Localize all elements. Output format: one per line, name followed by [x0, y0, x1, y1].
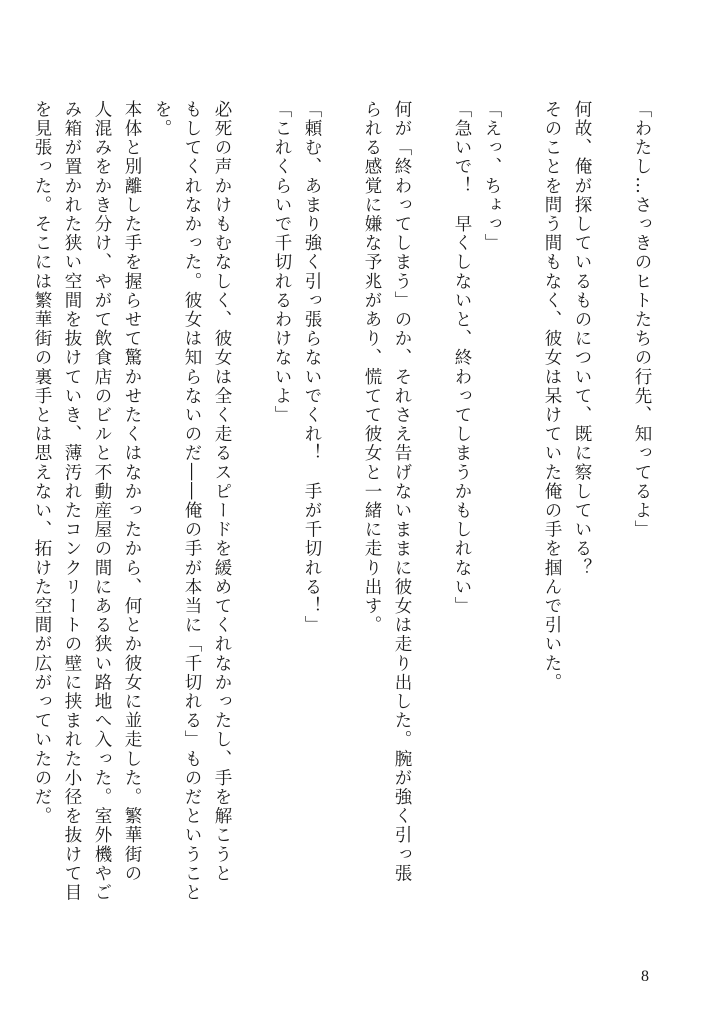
text-line: そのことを問う間もなく、彼女は呆けていた俺の手を掴んで引いた。: [542, 100, 562, 693]
text-line: 「わたし…さっきのヒトたちの行先、知ってるよ」: [632, 100, 652, 540]
blank-line: [237, 100, 267, 950]
text-line: 「えっ、ちょっ」: [482, 100, 502, 253]
text-line: 何故、俺が探しているものについて、既に察している？: [572, 100, 592, 578]
text-line: 本体と別離した手を握らせて驚かせたくはなかったから、何とか彼女に並走した。繁華街の: [122, 100, 142, 884]
blank-line: [417, 100, 447, 950]
text-line: もしてくれなかった。彼女は知らないのだ――俺の手が本当に「千切れる」ものだということ: [182, 100, 202, 903]
text-line: 必死の声かけもむなしく、彼女は全く走るスピードを緩めてくれなかったし、手を解こうと: [212, 100, 232, 884]
text-line: 「これくらいで千切れるわけないよ」: [272, 100, 292, 425]
blank-line: [507, 100, 537, 950]
text-line: 人混みをかき分け、やがて飲食店のビルと不動産屋の間にある狭い路地へ入った。室外機やご: [92, 100, 112, 903]
vertical-text-body: [27, 100, 657, 950]
blank-line: [597, 100, 627, 950]
text-line: 「頼む、あまり強く引っ張らないでくれ！ 手が千切れる！」: [302, 100, 322, 635]
text-line: 「急いで！ 早くしないと、終わってしまうかもしれない」: [452, 100, 472, 616]
text-line: を。: [152, 100, 172, 139]
page-number: 8: [641, 968, 649, 985]
blank-line: [327, 100, 357, 950]
text-line: み箱が置かれた狭い空間を抜けていき、薄汚れたコンクリートの壁に挟まれた小径を抜けて目: [62, 100, 82, 903]
text-line: 何が「終わってしまう」のか、それさえ告げないままに彼女は走り出した。腕が強く引っ張: [392, 100, 412, 884]
text-line: を見張った。そこには繁華街の裏手とは思えない、拓けた空間が広がっていたのだ。: [32, 100, 52, 826]
text-line: られる感覚に嫌な予兆があり、慌てて彼女と一緒に走り出す。: [362, 100, 382, 635]
